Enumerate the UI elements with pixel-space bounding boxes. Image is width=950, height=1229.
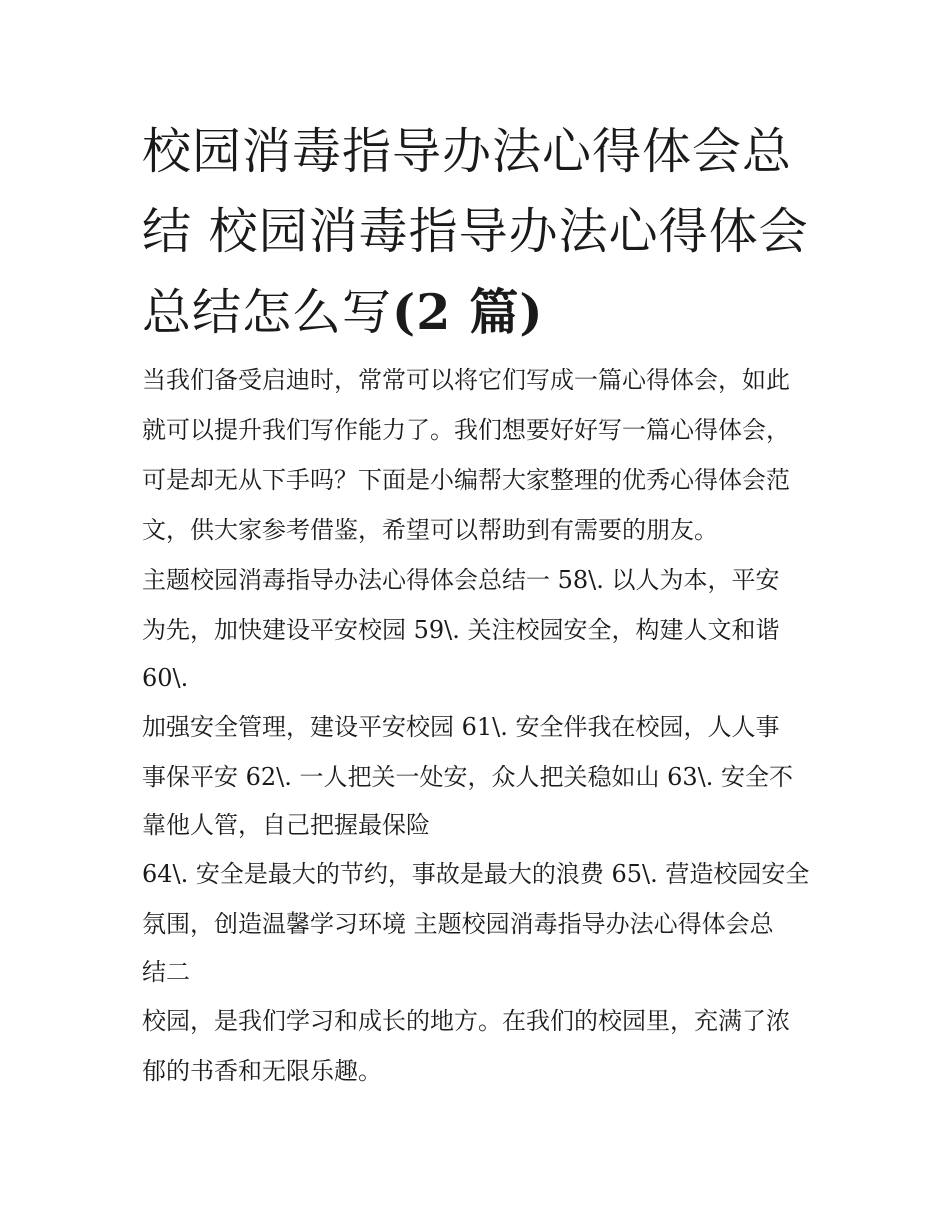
body-line: 靠他人管，自己把握最保险 xyxy=(142,811,430,839)
body-line: 郁的书香和无限乐趣。 xyxy=(142,1057,382,1085)
body-line: 当我们备受启迪时，常常可以将它们写成一篇心得体会，如此 xyxy=(142,366,790,394)
body-line: 64\. 安全是最大的节约，事故是最大的浪费 65\. 营造校园安全 xyxy=(142,860,810,888)
title-line xyxy=(142,272,822,353)
body-line: 为先，加快建设平安校园 59\. 关注校园安全，构建人文和谐 xyxy=(142,616,780,644)
body-line: 氛围，创造温馨学习环境 主题校园消毒指导办法心得体会总 xyxy=(142,910,774,938)
document-title xyxy=(142,112,822,353)
body-line: 文，供大家参考借鉴，希望可以帮助到有需要的朋友。 xyxy=(142,516,718,544)
document-body xyxy=(142,355,822,1096)
body-line: 结二 xyxy=(142,958,190,986)
body-line: 加强安全管理，建设平安校园 61\. 安全伴我在校园，人人事 xyxy=(142,713,780,741)
body-line: 事保平安 62\. 一人把关一处安，众人把关稳如山 63\. 安全不 xyxy=(142,763,794,791)
body-line: 就可以提升我们写作能力了。我们想要好好写一篇心得体会， xyxy=(142,416,790,444)
body-line: 可是却无从下手吗？下面是小编帮大家整理的优秀心得体会范 xyxy=(142,466,790,494)
body-line: 60\. xyxy=(142,664,189,692)
title-line: 校园消毒指导办法心得体会总 xyxy=(142,123,793,180)
title-line: 结 校园消毒指导办法心得体会 xyxy=(142,203,809,260)
body-line: 主题校园消毒指导办法心得体会总结一 58\. 以人为本，平安 xyxy=(142,566,780,594)
title-line-text: 总结怎么写 xyxy=(142,284,393,341)
body-line: 校园，是我们学习和成长的地方。在我们的校园里，充满了浓 xyxy=(142,1007,790,1035)
title-suffix: (2 篇) xyxy=(392,283,544,341)
